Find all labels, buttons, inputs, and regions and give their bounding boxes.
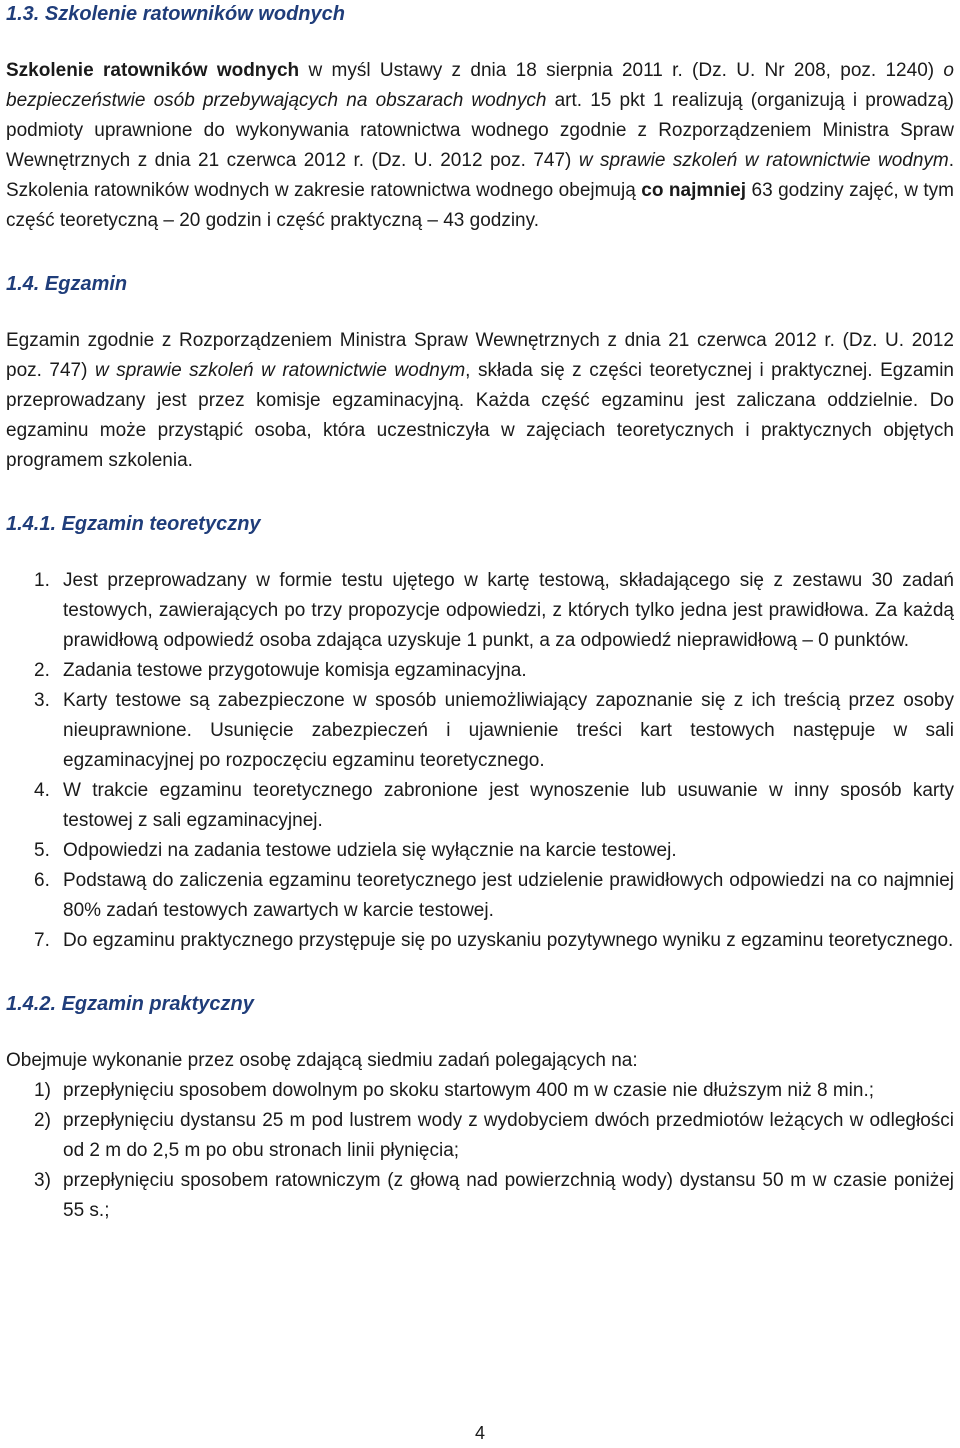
list-number: 2): [34, 1110, 51, 1131]
list-item: [6, 1166, 954, 1226]
bold-term: Szkolenie ratowników wodnych: [6, 60, 300, 81]
list-item: [6, 566, 954, 656]
practical-exam-list: [6, 1076, 954, 1226]
list-item-text: Podstawą do zaliczenia egzaminu teoretycznego jest udzielenie prawidłowych odpowiedzi na co najmniej 80% zadań testowych zawartych w karcie testowej.: [63, 870, 954, 921]
italic-regulation-title: w sprawie szkoleń w ratownictwie wodnym: [578, 150, 949, 171]
list-item: [6, 656, 954, 686]
bold-term: co najmniej: [641, 180, 747, 201]
section-heading-1-4-1: 1.4.1. Egzamin teoretyczny: [6, 513, 261, 535]
list-item-text: Do egzaminu praktycznego przystępuje się po uzyskaniu pozytywnego wyniku z egzaminu teoretycznego.: [63, 930, 954, 951]
list-item: [6, 686, 954, 776]
italic-regulation-title: w sprawie szkoleń w ratownictwie wodnym: [94, 360, 466, 381]
section-heading-1-4-2: 1.4.2. Egzamin praktyczny: [6, 993, 254, 1015]
list-item: [6, 866, 954, 926]
list-number: 7.: [34, 930, 50, 951]
list-number: 3.: [34, 690, 50, 711]
text-run: . Szkolenia ratowników wodnych w zakresie ratownictwa wodnego obejmują: [6, 150, 955, 201]
list-number: 2.: [34, 660, 50, 681]
list-item: [6, 776, 954, 836]
section-heading-1-4: 1.4. Egzamin: [6, 273, 128, 295]
list-item-text: przepłynięciu dystansu 25 m pod lustrem wody z wydobyciem dwóch przedmiotów leżących w odległości od 2 m do 2,5 m po obu stronach linii płynięcia;: [63, 1110, 954, 1161]
text-run: , składa się z części teoretycznej i praktycznej. Egzamin przeprowadzany jest przez komisje egzaminacyjną. Każda część egzaminu jest zaliczana oddzielnie. Do egzaminu może przystąpić osoba, która uczestniczyła w zajęciach teoretycznych i praktycznych objętych programem szkolenia.: [6, 360, 954, 471]
section-heading-1-3: 1.3. Szkolenie ratowników wodnych: [6, 3, 345, 25]
list-number: 3): [34, 1170, 51, 1191]
text-run: w myśl Ustawy z dnia 18 sierpnia 2011 r. (Dz. U. Nr 208, poz. 1240): [299, 60, 944, 81]
text-run: 63 godziny zajęć, w tym część teoretyczną – 20 godzin i część praktyczną – 43 godziny.: [6, 180, 955, 231]
list-item-text: Karty testowe są zabezpieczone w sposób uniemożliwiający zapoznanie się z ich treścią przez osoby nieuprawnione. Usunięcie zabezpieczeń i ujawnienie treści kart testowych następuje w sali egzaminacyjnej po rozpoczęciu egzaminu teoretycznego.: [63, 690, 954, 771]
italic-act-title: o bezpieczeństwie osób przebywających na obszarach wodnych: [6, 60, 954, 111]
paragraph-exam: [6, 326, 954, 476]
text-run: Egzamin zgodnie z Rozporządzeniem Ministra Spraw Wewnętrznych z dnia 21 czerwca 2012 r. (Dz. U. 2012 poz. 747): [6, 330, 954, 381]
theory-exam-list: [6, 566, 954, 956]
list-item-text: przepłynięciu sposobem dowolnym po skoku startowym 400 m w czasie nie dłuższym niż 8 min.;: [63, 1080, 874, 1101]
list-item: [6, 1106, 954, 1166]
list-item: [6, 926, 954, 956]
list-number: 1): [34, 1080, 51, 1101]
list-number: 1.: [34, 570, 50, 591]
page-number: 4: [474, 1423, 485, 1443]
list-number: 5.: [34, 840, 50, 861]
document-page: [6, 0, 954, 1226]
list-item: [6, 1076, 954, 1106]
paragraph-practical-intro: Obejmuje wykonanie przez osobę zdającą siedmiu zadań polegających na:: [6, 1050, 638, 1071]
paragraph-training: [6, 56, 954, 236]
list-item: [6, 836, 954, 866]
list-item-text: Odpowiedzi na zadania testowe udziela się wyłącznie na karcie testowej.: [63, 840, 677, 861]
text-run: art. 15 pkt 1 realizują (organizują i prowadzą) podmioty uprawnione do wykonywania ratownictwa wodnego zgodnie z Rozporządzeniem Ministra Spraw Wewnętrznych z dnia 21 czerwca 2012 r. (Dz. U. 2012 poz. 747): [6, 90, 954, 171]
list-item-text: Jest przeprowadzany w formie testu ujętego w kartę testową, składającego się z zestawu 30 zadań testowych, zawierających po trzy propozycje odpowiedzi, z których tylko jedna jest prawidłowa. Za każdą prawidłową odpowiedź osoba zdająca uzyskuje 1 punkt, a za odpowiedź nieprawidłową – 0 punktów.: [63, 570, 954, 651]
list-item-text: przepłynięciu sposobem ratowniczym (z głową nad powierzchnią wody) dystansu 50 m w czasie poniżej 55 s.;: [63, 1170, 954, 1221]
list-number: 6.: [34, 870, 50, 891]
list-item-text: Zadania testowe przygotowuje komisja egzaminacyjna.: [63, 660, 527, 681]
list-item-text: W trakcie egzaminu teoretycznego zabronione jest wynoszenie lub usuwanie w inny sposób karty testowej z sali egzaminacyjnej.: [63, 780, 954, 831]
list-number: 4.: [34, 780, 50, 801]
